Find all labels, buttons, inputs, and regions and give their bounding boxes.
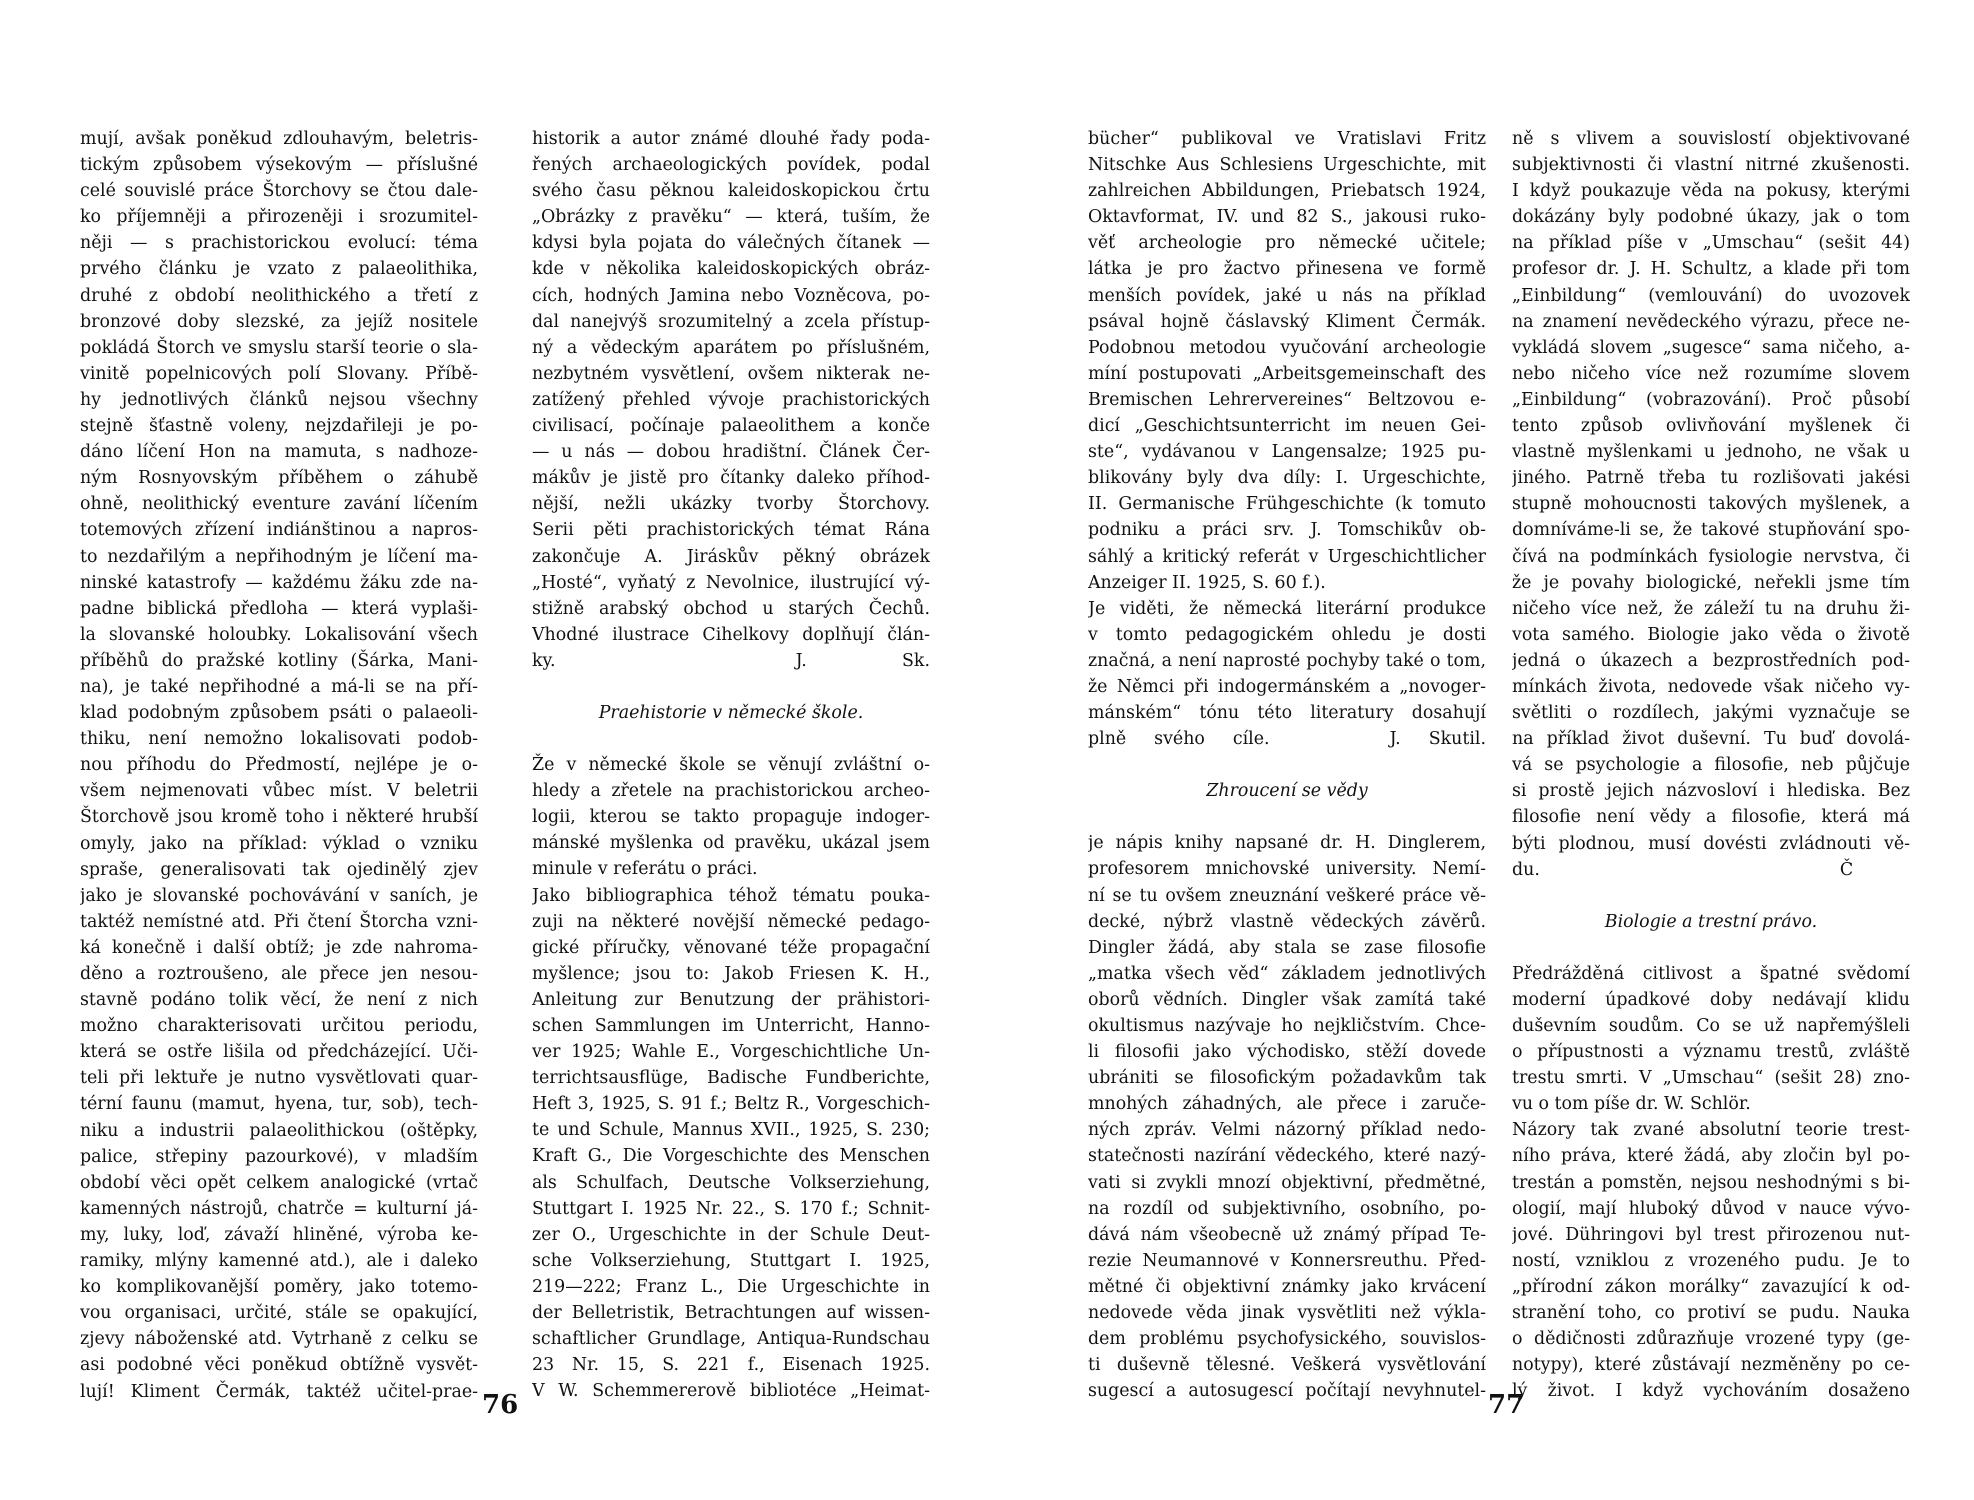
text-line: cích, hodných Jamina nebo Vozněcova, po- xyxy=(532,285,930,306)
text-line: bronzové doby slezské, za jejíž nositele xyxy=(80,311,478,332)
text-line: terrichtsausflüge, Badische Fundberichte, xyxy=(532,1068,930,1089)
text-line: V W. Schemmererově bibliotéce „Heimat- xyxy=(532,1381,930,1402)
text-line: mětné či objektivní známky jako krvácení xyxy=(1088,1276,1486,1297)
text-line: profesorem mnichovské university. Nemí- xyxy=(1088,859,1486,880)
text-line: látka je pro žactvo přinesena ve formě xyxy=(1088,259,1486,280)
text-line: ká konečně i další obtíž; je zde nahroma- xyxy=(80,937,478,958)
signature-author: J. Sk. xyxy=(795,650,930,671)
text-line: asi podobné věci poněkud obtížně vysvět- xyxy=(80,1355,478,1376)
text-line: dicí „Geschichtsunterricht im neuen Gei- xyxy=(1088,416,1486,437)
text-line: ný a vědeckým aparátem po příslušném, xyxy=(532,337,930,358)
text-line: nebo ničeho více než rozumíme slovem xyxy=(1512,363,1910,384)
text-line: okultismus nazývaje ho nejkličstvím. Chce- xyxy=(1088,1016,1486,1036)
text-line: prvého článku je vzato z palaeolithika, xyxy=(80,259,478,280)
text-line: míní postupovati „Arbeitsgemeinschaft des xyxy=(1088,363,1486,384)
text-line: hy jednotlivých článků nejsou všechny xyxy=(80,389,478,410)
text-line: Že v německé škole se věnují zvláštní o- xyxy=(532,755,930,776)
text-line: nou příhodu do Předmostí, nejlépe je o- xyxy=(80,755,478,776)
text-line: ničeho více než, že záleží tu na druhu ži- xyxy=(1512,598,1910,619)
text-line: li filosofii jako východisko, stěží dovede xyxy=(1088,1042,1486,1063)
text-line: vati si zvykli mnozí objektivní, předmětné, xyxy=(1088,1172,1486,1193)
text-line: ste“, vydávanou v Langensalze; 1925 pu- xyxy=(1088,442,1486,463)
text-line: sáhlý a kritický referát v Urgeschichtlicher xyxy=(1088,546,1486,567)
text-line: blikovány byly dva díly: I. Urgeschichte, xyxy=(1088,468,1486,489)
text-line: omyly, jako na příklad: výklad o vzniku xyxy=(80,833,478,854)
text-line: Anleitung zur Benutzung der prähistori- xyxy=(532,989,930,1010)
text-line: Štorchově jsou kromě toho i některé hrubší xyxy=(80,807,478,828)
text-line: stižně arabský obchod u starých Čechů. xyxy=(532,598,930,619)
text-line: hledy a zřetele na prachistorickou archeo- xyxy=(532,781,930,802)
text-line: mánském“ tónu této literatury dosahují xyxy=(1088,703,1486,724)
text-line: tento způsob ovlivňování myšlenek či xyxy=(1512,416,1910,437)
text-line: ologií, mají hluboký důvod v nauce vývo- xyxy=(1512,1198,1910,1219)
section-heading: Praehistorie v německé škole. xyxy=(598,702,864,723)
text-line: tickým způsobem výsekovým — příslušné xyxy=(80,155,478,176)
text-line: celé souvislé práce Štorchovy se čtou dale- xyxy=(80,181,478,202)
text-line: děno a roztroušeno, ale přece jen nesou- xyxy=(80,964,478,984)
text-line: možno charakterisovati určitou periodu, xyxy=(80,1016,478,1037)
text-line: příběhů do pražské kotliny (Šárka, Mani- xyxy=(80,650,478,671)
text-line: ver 1925; Wahle E., Vorgeschichtliche Un- xyxy=(532,1042,930,1063)
text-line: vota samého. Biologie jako věda o životě xyxy=(1512,624,1910,645)
text-line: filosofie není vědy a filosofie, která má xyxy=(1512,807,1910,828)
text-line: býti plodnou, musí dovésti zvládnouti vě- xyxy=(1512,833,1910,854)
text-line: čívá na podmínkách fysiologie nervstva, či xyxy=(1512,546,1910,567)
text-line: Bremischen Lehrervereines“ Beltzovou e- xyxy=(1088,389,1486,410)
text-line: schaftlicher Grundlage, Antiqua-Rundschau xyxy=(532,1329,930,1350)
text-line: Dingler žádá, aby stala se zase filosofie xyxy=(1088,937,1486,958)
text-line: statečnosti nazírání vědeckého, které nazý- xyxy=(1088,1146,1486,1167)
text-line: dem problému psychofysického, souvislos- xyxy=(1088,1329,1486,1350)
text-line: subjektivnosti či vlastní nitrné zkušenosti. xyxy=(1512,155,1910,176)
text-line: stupně mohoucnosti takových myšlenek, a xyxy=(1512,494,1910,515)
text-line: dáno líčení Hon na mamuta, s nadhoze- xyxy=(80,442,478,463)
signature-line xyxy=(532,648,930,674)
text-line: která se ostře lišila od předcházející. Uči- xyxy=(80,1042,478,1063)
text-line: Anzeiger II. 1925, S. 60 f.). xyxy=(1088,572,1326,593)
text-line: Serii pěti prachistorických témat Rána xyxy=(532,520,930,541)
text-line: menších povídek, jaké u nás na příklad xyxy=(1088,285,1486,306)
page-number-right: 77 xyxy=(1488,1390,1525,1420)
text-line: totemových zřízení indiánštinou a napros- xyxy=(80,520,478,541)
text-line: vu o tom píše dr. W. Schlör. xyxy=(1512,1094,1751,1115)
text-line: kde v několika kaleidoskopických obráz- xyxy=(532,259,930,280)
text-line: ně s vlivem a souvislostí objektivované xyxy=(1512,129,1910,149)
text-line: vinitě popelnicových polí Slovany. Příbě- xyxy=(80,363,478,384)
text-line: trestán a pomstěn, nejsou neshodnými s bi- xyxy=(1512,1172,1910,1193)
text-line: decké, nýbrž vlastně vědeckých závěrů. xyxy=(1088,911,1486,932)
text-line: 219—222; Franz L., Die Urgeschichte in xyxy=(532,1276,930,1297)
column-1 xyxy=(80,126,478,1405)
text-line: duševním soudům. Co se už napřemýšleli xyxy=(1512,1016,1910,1036)
text-line: „Einbildung“ (vemlouvání) do uvozovek xyxy=(1512,285,1910,306)
text-line: světliti o rozdílech, jakými vyznačuje se xyxy=(1512,703,1910,724)
text-line: II. Germanische Frühgeschichte (k tomuto xyxy=(1088,494,1486,515)
text-line: der Belletristik, Betrachtungen auf wissen- xyxy=(532,1303,930,1324)
text-line: minule v referátu o práci. xyxy=(532,859,758,880)
text-line: notypy), které zůstávají nezměněny po ce- xyxy=(1512,1355,1910,1376)
text-line: historik a autor známé dlouhé řady poda- xyxy=(532,129,930,149)
text-line: na rozdíl od subjektivního, osobního, po- xyxy=(1088,1198,1486,1219)
text-line: kamenných nástrojů, chatrče = kulturní já- xyxy=(80,1198,478,1219)
text-line: la slovanské holoubky. Lokalisování všech xyxy=(80,624,478,645)
text-line: jako je slovanské pochovávání v saních, je xyxy=(80,885,478,906)
text-line: nedovede věda jinak vysvětliti než výkla- xyxy=(1088,1303,1486,1324)
text-line: nezbytném vysvětlení, ovšem nikterak ne- xyxy=(532,363,930,384)
text-line: pokládá Štorch ve smyslu starší teorie o sla- xyxy=(80,337,478,358)
text-line: jedná o úkazech a bezprostředních pod- xyxy=(1512,650,1910,671)
text-line: Nitschke Aus Schlesiens Urgeschichte, mit xyxy=(1088,155,1486,176)
text-line: dává nám všeobecně už známý případ Te- xyxy=(1088,1224,1486,1245)
text-line: značná, a není naprosté pochyby také o tom, xyxy=(1088,650,1486,671)
text-line: Kraft G., Die Vorgeschichte des Menschen xyxy=(532,1146,930,1167)
text-line: psával hojně čáslavský Kliment Čermák. xyxy=(1088,311,1486,332)
text-line: kdysi byla pojata do válečných čítanek — xyxy=(532,233,930,254)
text-line: ramiky, mlýny kamenné atd.), ale i daleko xyxy=(80,1251,478,1272)
text-line: te und Schule, Mannus XVII., 1925, S. 230; xyxy=(532,1120,930,1141)
text-line: I když poukazuje věda na pokusy, kterými xyxy=(1512,181,1910,202)
text-line: stejně šťastně voleny, nejzdařileji je po- xyxy=(80,416,478,437)
text-line: gické příručky, věnované téže propagační xyxy=(532,937,930,958)
text-line: že Němci při indogermánském a „novoger- xyxy=(1088,676,1486,697)
text-line: ní se tu ovšem zneuznání veškeré práce vě- xyxy=(1088,885,1486,906)
signature-author: J. Skutil. xyxy=(1389,729,1486,750)
text-line: na), je také nepřihodné a má-li se na pří- xyxy=(80,676,478,697)
text-line: Je viděti, že německá literární produkce xyxy=(1088,598,1486,619)
text-line: Jako bibliographica téhož tématu pouka- xyxy=(532,885,930,906)
text-line: — u nás — dobou hradištní. Článek Čer- xyxy=(532,442,930,463)
text-line: ního práva, které žádá, aby zločin byl po- xyxy=(1512,1146,1910,1167)
text-line: mínkách života, nedovede však ničeho vy- xyxy=(1512,676,1910,697)
text-line: zuji na některé novější německé pedago- xyxy=(532,911,930,932)
text-line: domníváme-li se, že takové stupňování spo- xyxy=(1512,520,1910,541)
text-line: podniku a práci srv. J. Tomschikův ob- xyxy=(1088,520,1486,541)
text-line: „Hosté“, vyňatý z Nevolnice, ilustrující vý- xyxy=(532,572,930,593)
text-line: to nezdařilým a nepřihodným je líčení ma- xyxy=(80,546,478,567)
signature-line xyxy=(1512,857,1910,883)
text-line: rezie Neumannové v Konnersreuthu. Před- xyxy=(1088,1250,1486,1271)
text-line: ným Rosnyovským příběhem o záhubě xyxy=(80,468,478,489)
text-line: jové. Dühringovi byl trest přirozenou nut- xyxy=(1512,1224,1910,1245)
text-line: si prostě jejich názvosloví i hlediska. Bez xyxy=(1512,781,1910,802)
column-3 xyxy=(1088,126,1486,1404)
text-line: na příklad píše v „Umschau“ (sešit 44) xyxy=(1512,233,1910,254)
section-heading: Zhroucení se vědy xyxy=(1206,781,1368,802)
text-line: zahlreichen Abbildungen, Priebatsch 1924, xyxy=(1088,181,1486,202)
text-line: térní faunu (mamut, hyena, tur, sob), tech- xyxy=(80,1094,478,1115)
text-line: Oktavformat, IV. und 82 S., jakousi ruko- xyxy=(1088,207,1486,228)
text-line: řených archaeologických povídek, podal xyxy=(532,155,930,176)
text-line: oborů vědních. Dingler však zamítá také xyxy=(1088,989,1486,1010)
text-line: na znamení nevědeckého výrazu, přece ne- xyxy=(1512,311,1910,332)
text-line: bücher“ publikoval ve Vratislavi Fritz xyxy=(1088,129,1486,149)
text-line: als Schulfach, Deutsche Volkserziehung, xyxy=(532,1172,930,1193)
text-line: profesor dr. J. H. Schultz, a klade při tom xyxy=(1512,259,1910,280)
text-line: Předrážděná citlivost a špatné svědomí xyxy=(1512,963,1910,984)
text-line: lý život. I když vychováním dosaženo xyxy=(1512,1381,1910,1402)
text-line: lují! Kliment Čermák, taktéž učitel-prae- xyxy=(80,1381,478,1402)
text-line: v tomto pedagogickém ohledu je dosti xyxy=(1088,624,1486,645)
text-line: Stuttgart I. 1925 Nr. 22., S. 170 f.; Schnit- xyxy=(532,1198,930,1219)
text-line: věť archeologie pro německé učitele; xyxy=(1088,233,1486,254)
text-line: mují, avšak poněkud zdlouhavým, beletris- xyxy=(80,129,478,149)
text-line: trestu smrti. V „Umschau“ (sešit 28) zno- xyxy=(1512,1068,1910,1089)
page-number-left: 76 xyxy=(482,1390,519,1420)
text-line: zjevy náboženské atd. Vytrhaně z celku se xyxy=(80,1329,478,1350)
text-line: ko komplikovanější poměry, jako totemo- xyxy=(80,1277,478,1298)
text-line: stavně podáno tolik věcí, že není z nich xyxy=(80,990,478,1011)
text-line: ubrániti se filosofickým požadavkům tak xyxy=(1088,1068,1486,1089)
text-line: Vhodné ilustrace Cihelkovy doplňují člán- xyxy=(532,624,930,645)
text-line: logii, kterou se takto propaguje indoger- xyxy=(532,807,930,828)
text-line: ninské katastrofy — každému žáku zde na- xyxy=(80,572,478,593)
text-line: Podobnou metodou vyučování archeologie xyxy=(1088,337,1486,358)
text-line: zer O., Urgeschichte in der Schule Deut- xyxy=(532,1224,930,1245)
text-line: klad podobným způsobem psáti o palaeoli- xyxy=(80,703,478,724)
text-line: něji — s prachistorickou evolucí: téma xyxy=(80,233,478,254)
text-line: myšlence; jsou to: Jakob Friesen K. H., xyxy=(532,963,930,984)
text-line: 23 Nr. 15, S. 221 f., Eisenach 1925. xyxy=(532,1355,930,1376)
text-line: „přírodní zákon morálky“ zavazující k od- xyxy=(1512,1276,1910,1297)
text-line: na příklad život duševní. Tu buď dovolá- xyxy=(1512,729,1910,750)
text-line: zakončuje A. Jiráskův pěkný obrázek xyxy=(532,546,930,567)
text-line: dokázány byly podobné úkazy, jak o tom xyxy=(1512,207,1910,228)
text-line: padne biblická předloha — která vyplaši- xyxy=(80,598,478,619)
text-line: Heft 3, 1925, S. 91 f.; Beltz R., Vorgeschich- xyxy=(532,1094,930,1115)
text-line: spraše, generalisovati tak ojedinělý zjev xyxy=(80,859,478,880)
text-line: svého času pěknou kaleidoskopickou črtu xyxy=(532,181,930,202)
text-line: stranění toho, co protiví se pudu. Nauka xyxy=(1512,1303,1910,1324)
text-line: ohně, neolithický eventure zavání líčením xyxy=(80,494,478,515)
text-line: zatížený přehled vývoje prachistorických xyxy=(532,389,930,410)
signature-text-left: plně svého cíle. xyxy=(1088,729,1270,750)
text-line: druhé z období neolithického a třetí z xyxy=(80,285,478,306)
text-line: niku a industrii palaeolithickou (oštěpky, xyxy=(80,1120,478,1141)
text-line: „Obrázky z pravěku“ — která, tuším, že xyxy=(532,207,930,228)
text-line: o dědičnosti zdůrazňuje vrozené typy (ge- xyxy=(1512,1329,1910,1350)
text-line: jiného. Patrně třeba tu rozlišovati jakési xyxy=(1512,468,1910,489)
signature-author: Č xyxy=(1839,859,1854,880)
text-line: palice, střepiny pazourkové), v mladším xyxy=(80,1146,478,1167)
signature-text-left: ky. xyxy=(532,650,556,671)
signature-line xyxy=(1088,726,1486,752)
signature-text-left: du. xyxy=(1512,859,1540,880)
text-line: nější, nežli ukázky tvorby Štorchovy. xyxy=(532,494,930,515)
text-line: „Einbildung“ (vobrazování). Proč působí xyxy=(1512,389,1910,410)
text-line: thiku, není nemožno lokalisovati podob- xyxy=(80,729,478,750)
section-heading: Biologie a trestní právo. xyxy=(1604,911,1818,932)
text-line: vou organisaci, určité, stále se opakující, xyxy=(80,1303,478,1324)
text-line: dal nanejvýš srozumitelný a zcela přístup- xyxy=(532,311,930,332)
text-line: ných zpráv. Velmi názorný příklad nedo- xyxy=(1088,1120,1486,1141)
text-line: Názory tak zvané absolutní teorie trest- xyxy=(1512,1120,1910,1141)
text-line: taktéž nemístné atd. Při čtení Štorcha vzni- xyxy=(80,911,478,932)
text-line: ti duševně tělesné. Veškerá vysvětlování xyxy=(1088,1355,1486,1376)
text-line: my, luky, loď, závaží hliněné, výroba ke- xyxy=(80,1224,478,1245)
column-2 xyxy=(532,126,930,1404)
text-line: sche Volkserziehung, Stuttgart I. 1925, xyxy=(532,1250,930,1271)
text-line: všem nejmenovati vůbec míst. V beletrii xyxy=(80,781,478,802)
text-line: schen Sammlungen im Unterricht, Hanno- xyxy=(532,1016,930,1036)
text-line: ko příjemněji a přirozeněji i srozumitel- xyxy=(80,207,478,228)
text-line: vlastně myšlenkami u jednoho, ne však u xyxy=(1512,442,1910,463)
column-4 xyxy=(1512,126,1910,1404)
text-line: moderní úpadkové doby nedávají klidu xyxy=(1512,989,1910,1010)
text-line: mnohých záhadných, ale přece i zaruče- xyxy=(1088,1094,1486,1115)
text-line: vá se psychologie a filosofie, neb půjčuje xyxy=(1512,755,1910,776)
text-line: je nápis knihy napsané dr. H. Dinglerem, xyxy=(1088,833,1486,854)
text-line: mánské myšlenka od pravěku, ukázal jsem xyxy=(532,833,930,854)
text-line: o přípustnosti a významu trestů, zvláště xyxy=(1512,1042,1910,1063)
text-line: ností, vzniklou z vrozeného pudu. Je to xyxy=(1512,1250,1910,1271)
text-line: teli při lektuře je nutno vysvětlovati quar- xyxy=(80,1068,478,1089)
text-line: vykládá slovem „sugesce“ sama ničeho, a- xyxy=(1512,337,1910,358)
text-line: „matka všech věd“ základem jednotlivých xyxy=(1088,963,1486,984)
text-line: že je povahy biologické, neřekli jsme tím xyxy=(1512,572,1910,593)
text-line: mákův je jistě pro čítanky daleko příhod- xyxy=(532,468,930,489)
text-line: období věci opět celkem analogické (vrtač xyxy=(80,1172,478,1193)
text-line: civilisací, počínaje palaeolithem a konče xyxy=(532,416,930,437)
text-line: sugescí a autosugescí počítají nevyhnutel- xyxy=(1088,1381,1486,1402)
